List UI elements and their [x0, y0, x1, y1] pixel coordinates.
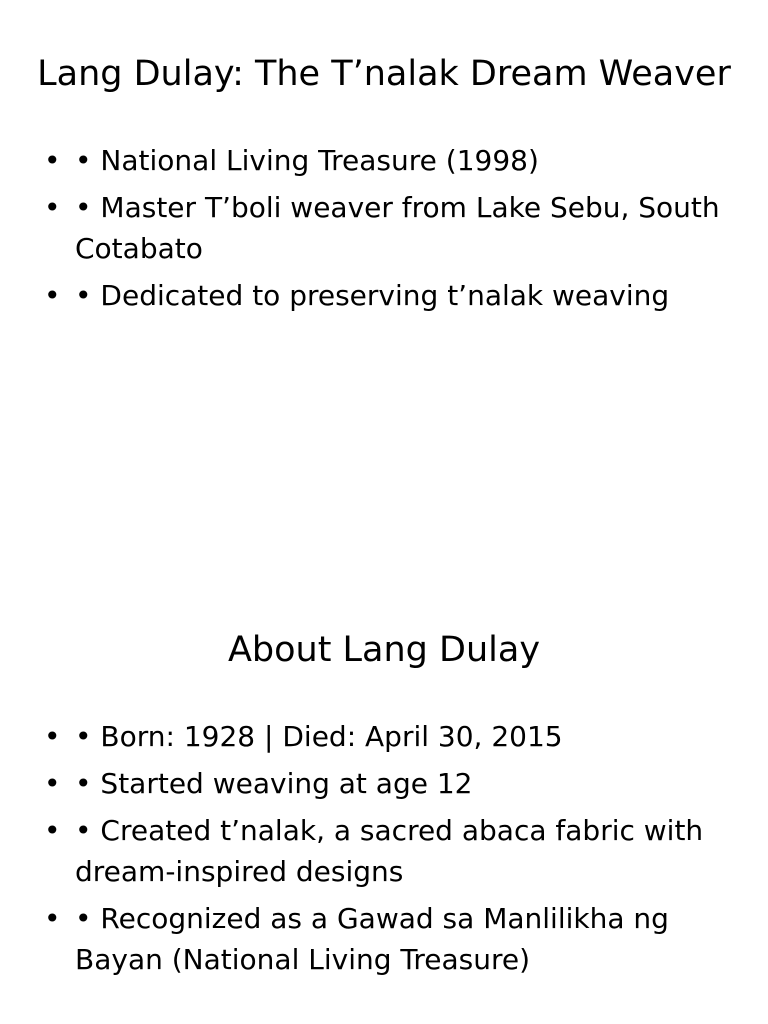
bullet-dot-icon: • — [44, 814, 61, 847]
slide-1-bullet-list — [44, 140, 734, 322]
bullet-text: • Master T’boli weaver from Lake Sebu, South Cotabato — [75, 191, 720, 265]
bullet-text: • Recognized as a Gawad sa Manlilikha ng Bayan (National Living Treasure) — [75, 902, 669, 976]
slide-2-bullet-list — [44, 716, 734, 986]
bullet-item — [44, 898, 734, 980]
bullet-dot-icon: • — [44, 767, 61, 800]
bullet-item — [44, 187, 734, 269]
bullet-item — [44, 140, 734, 181]
bullet-text: • Dedicated to preserving t’nalak weaving — [75, 279, 670, 312]
bullet-text: • Born: 1928 | Died: April 30, 2015 — [75, 720, 563, 753]
bullet-item — [44, 716, 734, 757]
slide-2 — [0, 576, 768, 1024]
bullet-dot-icon: • — [44, 720, 61, 753]
bullet-dot-icon: • — [44, 144, 61, 177]
bullet-dot-icon: • — [44, 902, 61, 935]
slide-1-title: Lang Dulay: The T’nalak Dream Weaver — [37, 54, 731, 94]
bullet-item — [44, 763, 734, 804]
slide-2-title: About Lang Dulay — [227, 630, 541, 670]
bullet-dot-icon: • — [44, 279, 61, 312]
bullet-text: • Started weaving at age 12 — [75, 767, 473, 800]
bullet-text: • National Living Treasure (1998) — [75, 144, 539, 177]
bullet-item — [44, 275, 734, 316]
bullet-dot-icon: • — [44, 191, 61, 224]
bullet-item — [44, 810, 734, 892]
bullet-text: • Created t’nalak, a sacred abaca fabric with dream-inspired designs — [75, 814, 704, 888]
